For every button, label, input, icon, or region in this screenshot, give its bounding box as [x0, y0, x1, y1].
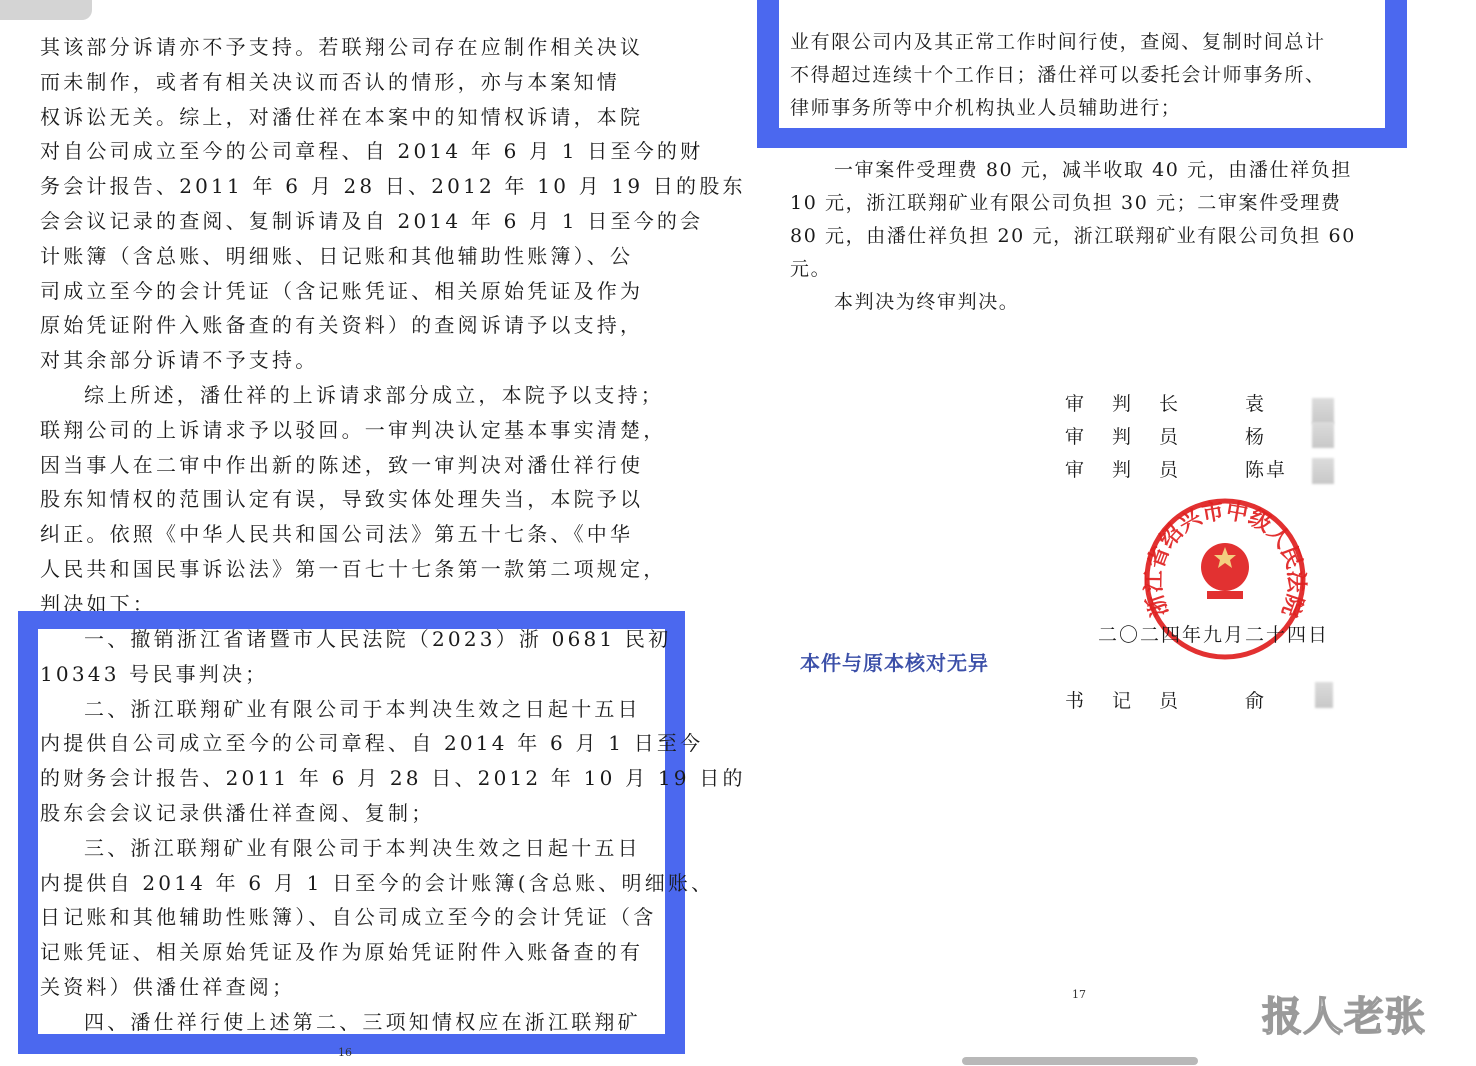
signature-name: 袁: [1245, 393, 1267, 415]
right-highlighted-body: [790, 26, 1380, 125]
text-line: 股东会会议记录供潘仕祥查阅、复制；: [40, 800, 435, 825]
text-line: 业有限公司内及其正常工作时间行使，查阅、复制时间总计: [790, 31, 1326, 53]
clerk-row: [1065, 686, 1266, 713]
text-line: 律师事务所等中介机构执业人员辅助进行；: [790, 97, 1182, 119]
text-line: 本判决为终审判决。: [834, 291, 1020, 313]
right-page-body: [790, 154, 1380, 319]
text-line: 人民共和国民事诉讼法》第一百七十七条第一款第二项规定，: [40, 556, 667, 581]
signature-row: [1065, 454, 1287, 487]
text-line: 80 元，由潘仕祥负担 20 元，浙江联翔矿业有限公司负担 60: [790, 225, 1356, 247]
text-line: 综上所述，潘仕祥的上诉请求部分成立，本院予以支持；: [84, 382, 664, 407]
text-line: 内提供自 2014 年 6 月 1 日至今的会计账簿(含总账、明细账、: [40, 870, 715, 895]
home-indicator[interactable]: [962, 1057, 1198, 1065]
text-line: 10 元，浙江联翔矿业有限公司负担 30 元；二审案件受理费: [790, 192, 1342, 214]
redaction-patch: [1312, 398, 1334, 424]
text-line: 一、撤销浙江省诸暨市人民法院（2023）浙 0681 民初: [84, 627, 672, 651]
clerk-name: 俞: [1245, 690, 1267, 712]
text-line: 判决如下：: [40, 591, 156, 616]
text-line: 一审案件受理费 80 元，减半收取 40 元，由潘仕祥负担: [834, 159, 1352, 181]
left-page-body: [40, 30, 746, 622]
text-line: 内提供自公司成立至今的公司章程、自 2014 年 6 月 1 日至今: [40, 731, 704, 756]
signature-name: 杨: [1245, 426, 1267, 448]
text-line: 原始凭证附件入账备查的有关资料）的查阅诉请予以支持，: [40, 313, 644, 338]
text-line: 权诉讼无关。综上，对潘仕祥在本案中的知情权诉请，本院: [40, 104, 644, 129]
text-line: 而未制作，或者有相关决议而否认的情形，亦与本案知情: [40, 69, 620, 94]
signature-role: 审判员: [1065, 426, 1207, 448]
text-line: 不得超过连续十个工作日；潘仕祥可以委托会计师事务所、: [790, 64, 1326, 86]
text-line: 10343 号民事判决；: [40, 661, 269, 686]
text-line: 司成立至今的会计凭证（含记账凭证、相关原始凭证及作为: [40, 278, 644, 303]
text-line: 会会议记录的查阅、复制诉请及自 2014 年 6 月 1 日至今的会: [40, 208, 704, 233]
verification-stamp: 本件与原本核对无异: [800, 651, 989, 675]
text-line: 因当事人在二审中作出新的陈述，致一审判决对潘仕祥行使: [40, 452, 644, 477]
text-line: 纠正。依照《中华人民共和国公司法》第五十七条、《中华: [40, 522, 634, 547]
signature-role: 审判员: [1065, 459, 1207, 481]
signature-row: [1065, 421, 1287, 454]
text-line: 二、浙江联翔矿业有限公司于本判决生效之日起十五日: [84, 696, 641, 721]
text-line: 计账簿（含总账、明细账、日记账和其他辅助性账簿）、公: [40, 243, 634, 268]
redaction-patch: [1312, 422, 1334, 448]
text-line: 记账凭证、相关原始凭证及作为原始凭证附件入账备查的有: [40, 940, 644, 965]
watermark: 报人老张: [1262, 994, 1426, 1040]
text-line: 日记账和其他辅助性账簿）、自公司成立至今的会计凭证（含: [40, 905, 657, 930]
text-line: 联翔公司的上诉请求予以驳回。一审判决认定基本事实清楚，: [40, 417, 667, 442]
top-left-tab: [0, 0, 92, 20]
signature-block: [1065, 388, 1287, 487]
left-highlighted-body: [40, 622, 746, 1040]
text-line: 股东知情权的范围认定有误，导致实体处理失当，本院予以: [40, 487, 644, 512]
text-line: 其该部分诉请亦不予支持。若联翔公司存在应制作相关决议: [40, 35, 644, 59]
judgment-date: 二〇二四年九月二十四日: [1098, 624, 1330, 646]
page-number-right: 17: [1072, 988, 1086, 1001]
text-line: 元。: [790, 258, 832, 280]
seal-text: 浙江省绍兴市中级人民法院: [1140, 498, 1310, 621]
text-line: 四、潘仕祥行使上述第二、三项知情权应在浙江联翔矿: [84, 1009, 641, 1034]
signature-name: 陈卓: [1245, 459, 1288, 481]
signature-row: [1065, 388, 1287, 421]
clerk-role: 书记员: [1065, 690, 1207, 712]
text-line: 对自公司成立至今的公司章程、自 2014 年 6 月 1 日至今的财: [40, 139, 704, 164]
text-line: 对其余部分诉请不予支持。: [40, 348, 319, 373]
signature-role: 审判长: [1065, 393, 1207, 415]
text-line: 关资料）供潘仕祥查阅；: [40, 974, 296, 999]
redaction-patch: [1315, 682, 1333, 708]
text-line: 的财务会计报告、2011 年 6 月 28 日、2012 年 10 月 19 日的: [40, 766, 746, 791]
text-line: 务会计报告、2011 年 6 月 28 日、2012 年 10 月 19 日的股东: [40, 174, 746, 199]
text-line: 三、浙江联翔矿业有限公司于本判决生效之日起十五日: [84, 835, 641, 860]
page-number-left: 16: [338, 1046, 352, 1059]
redaction-patch: [1312, 458, 1334, 484]
